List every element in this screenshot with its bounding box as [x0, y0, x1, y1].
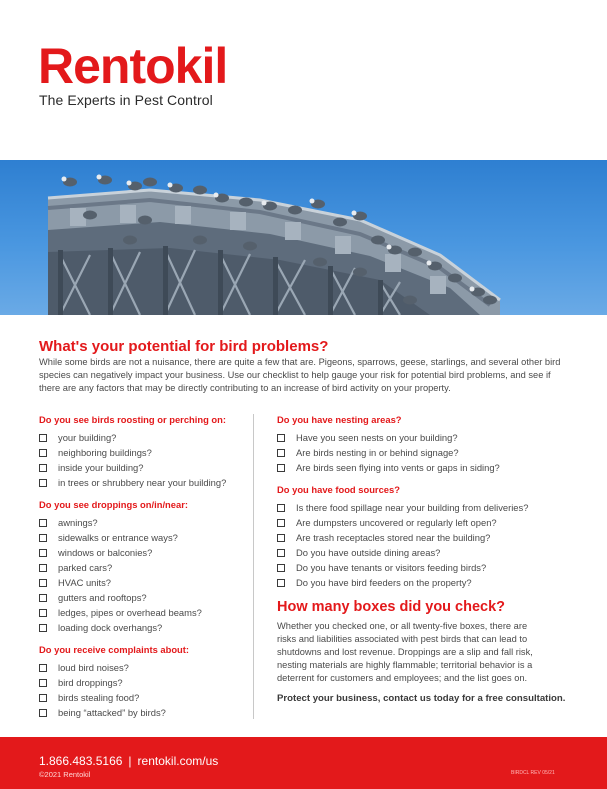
checkbox-icon[interactable]: [39, 579, 47, 587]
checklist-item[interactable]: [39, 575, 254, 590]
website-link[interactable]: rentokil.com/us: [137, 754, 219, 768]
item-label: loading dock overhangs?: [58, 622, 163, 633]
birds-on-structure-illustration: [0, 160, 607, 315]
checklist-group-food: [277, 484, 577, 590]
checkbox-icon[interactable]: [39, 594, 47, 602]
checkbox-icon[interactable]: [39, 694, 47, 702]
checkbox-icon[interactable]: [277, 564, 285, 572]
right-checklist-column: [277, 414, 577, 704]
checkbox-icon[interactable]: [39, 564, 47, 572]
item-label: bird droppings?: [58, 677, 123, 688]
item-label: Are dumpsters uncovered or regularly left open?: [296, 517, 497, 528]
document-code: BIRDCL REV 05/21: [511, 770, 555, 776]
item-label: HVAC units?: [58, 577, 111, 588]
checkbox-icon[interactable]: [39, 479, 47, 487]
question-roosting: Do you see birds roosting or perching on:: [39, 414, 226, 425]
checkbox-icon[interactable]: [277, 579, 285, 587]
checklist-item[interactable]: [277, 445, 577, 460]
checklist-item[interactable]: [277, 545, 577, 560]
checklist-item[interactable]: [39, 445, 254, 460]
checklist-item[interactable]: [39, 605, 254, 620]
checkbox-icon[interactable]: [39, 609, 47, 617]
question-droppings: Do you see droppings on/in/near:: [39, 499, 188, 510]
item-label: Are birds seen flying into vents or gaps in siding?: [296, 462, 500, 473]
checklist-item[interactable]: [39, 675, 254, 690]
checklist-item[interactable]: [277, 515, 577, 530]
item-label: Do you have tenants or visitors feeding birds?: [296, 562, 487, 573]
separator: |: [128, 754, 132, 768]
checkbox-icon[interactable]: [39, 534, 47, 542]
checklist-item[interactable]: [39, 620, 254, 635]
how-many-text: Whether you checked one, or all twenty-five boxes, there are risks and liabilities associated with pest birds that can lead to shutdowns and lost revenue. Droppings are a slip and fall risk, nesting materials are highly flammable; territorial behavior is a deterrent for customers and employees; and the list goes on.: [277, 621, 533, 683]
item-label: birds stealing food?: [58, 692, 140, 703]
item-label: windows or balconies?: [58, 547, 153, 558]
checklist-item[interactable]: [277, 560, 577, 575]
checkbox-icon[interactable]: [277, 534, 285, 542]
item-label: loud bird noises?: [58, 662, 129, 673]
checkbox-icon[interactable]: [39, 449, 47, 457]
checklist-item[interactable]: [39, 530, 254, 545]
checklist-item[interactable]: [39, 475, 254, 490]
checklist-group-roosting: [39, 414, 254, 490]
checklist-item[interactable]: [39, 430, 254, 445]
item-label: ledges, pipes or overhead beams?: [58, 607, 202, 618]
checkbox-icon[interactable]: [277, 449, 285, 457]
column-divider: [253, 414, 254, 719]
tagline: The Experts in Pest Control: [39, 92, 213, 108]
rentokil-logo: Rentokil: [38, 38, 228, 94]
checkbox-icon[interactable]: [277, 434, 285, 442]
item-label: your building?: [58, 432, 117, 443]
checklist-item[interactable]: [39, 560, 254, 575]
item-label: awnings?: [58, 517, 98, 528]
checkbox-icon[interactable]: [277, 549, 285, 557]
question-food: Do you have food sources?: [277, 484, 400, 495]
footer-contact: [39, 754, 218, 768]
item-label: Do you have outside dining areas?: [296, 547, 441, 558]
how-many-title: How many boxes did you check?: [277, 599, 506, 615]
checkbox-icon[interactable]: [277, 519, 285, 527]
item-label: gutters and rooftops?: [58, 592, 147, 603]
checkbox-icon[interactable]: [39, 519, 47, 527]
checkbox-icon[interactable]: [277, 464, 285, 472]
question-complaints: Do you receive complaints about:: [39, 644, 190, 655]
item-label: neighboring buildings?: [58, 447, 152, 458]
question-nesting: Do you have nesting areas?: [277, 414, 402, 425]
checklist-item[interactable]: [39, 705, 254, 720]
item-label: Do you have bird feeders on the property?: [296, 577, 472, 588]
intro-title: What's your potential for bird problems?: [39, 338, 329, 355]
checkbox-icon[interactable]: [39, 624, 47, 632]
checklist-item[interactable]: [39, 590, 254, 605]
checklist-group-nesting: [277, 414, 577, 475]
item-label: Is there food spillage near your building from deliveries?: [296, 502, 529, 513]
item-label: inside your building?: [58, 462, 144, 473]
checklist-item[interactable]: [277, 460, 577, 475]
checklist-item[interactable]: [277, 430, 577, 445]
checklist-item[interactable]: [39, 660, 254, 675]
copyright: ©2021 Rentokil: [39, 770, 91, 779]
checklist-item[interactable]: [277, 575, 577, 590]
item-label: Have you seen nests on your building?: [296, 432, 458, 443]
checklist-item[interactable]: [277, 530, 577, 545]
left-checklist-column: [39, 414, 254, 729]
item-label: in trees or shrubbery near your building?: [58, 477, 227, 488]
checkbox-icon[interactable]: [39, 549, 47, 557]
checkbox-icon[interactable]: [39, 664, 47, 672]
checklist-group-complaints: [39, 644, 254, 720]
phone-link[interactable]: 1.866.483.5166: [39, 754, 123, 768]
checkbox-icon[interactable]: [39, 464, 47, 472]
checklist-item[interactable]: [39, 545, 254, 560]
checklist-item[interactable]: [39, 515, 254, 530]
item-label: being “attacked” by birds?: [58, 707, 166, 718]
checklist-item[interactable]: [39, 460, 254, 475]
item-label: parked cars?: [58, 562, 113, 573]
footer: [0, 737, 607, 789]
checklist-item[interactable]: [277, 500, 577, 515]
checklist-group-droppings: [39, 499, 254, 635]
item-label: sidewalks or entrance ways?: [58, 532, 178, 543]
item-label: Are birds nesting in or behind signage?: [296, 447, 459, 458]
consultation-cta: Protect your business, contact us today for a free consultation.: [277, 693, 566, 704]
header: [0, 0, 607, 160]
checkbox-icon[interactable]: [39, 679, 47, 687]
checkbox-icon[interactable]: [39, 709, 47, 717]
item-label: Are trash receptacles stored near the building?: [296, 532, 491, 543]
hero-photo: [0, 160, 607, 315]
intro-text: While some birds are not a nuisance, there are quite a few that are. Pigeons, sparrows, geese, starlings, and several other bird species can negatively impact your business. Use our checklist to help gauge your risk for potential bird problems, and see if there are any factors that may be directly contributing to an increase of bird activity on your property.: [39, 357, 561, 393]
checkbox-icon[interactable]: [277, 504, 285, 512]
checkbox-icon[interactable]: [39, 434, 47, 442]
checklist-item[interactable]: [39, 690, 254, 705]
